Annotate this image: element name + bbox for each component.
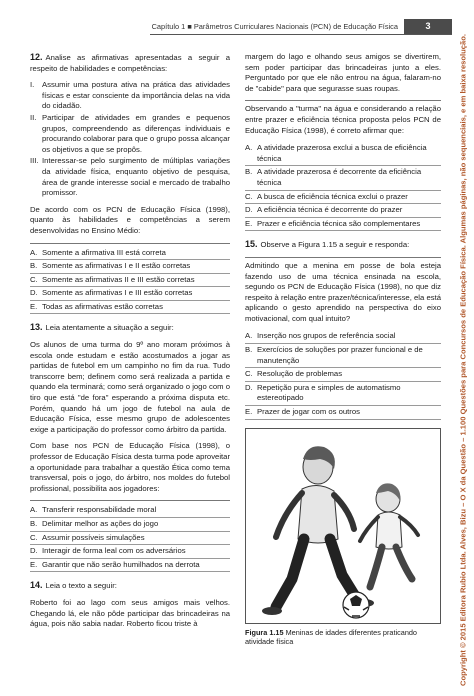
- right-column: [245, 52, 441, 654]
- question-passage: Roberto foi ao lago com seus amigos mais velhos. Chegando lá, ele não pôde participar das brincadeiras na água, pois não sabia nadar. Roberto ficou triste à: [30, 597, 230, 629]
- question-stem: Observe a Figura 1.15 a seguir e responda:: [260, 240, 410, 250]
- answer-options: [30, 243, 230, 315]
- figure-label: Figura 1.15: [245, 627, 284, 637]
- answer-option[interactable]: A. Inserção nos grupos de referência social: [245, 330, 441, 344]
- statement-item: I. Assumir uma postura ativa na prática das atividades físicas e estar consciente da importância delas na vida do cidadão.: [30, 80, 230, 111]
- answer-option[interactable]: E. Garantir que não serão humilhados na derrota: [30, 559, 230, 573]
- question-stem: Analise as afirmativas apresentadas a seguir a respeito de habilidades e competências:: [30, 53, 230, 73]
- chapter-title: Capítulo 1 ■ Parâmetros Curriculares Nacionais (PCN) de Educação Física: [151, 21, 398, 31]
- question-prompt: De acordo com os PCN de Educação Física (1998), quanto às habilidades e competências a serem desenvolvidas no Ensino Médio:: [30, 204, 230, 235]
- question-stem: Leia atentamente a situação a seguir:: [45, 323, 174, 333]
- figure-caption: Figura 1.15 Meninas de idades diferentes praticando atividade física: [245, 627, 417, 647]
- answer-option[interactable]: E. Prazer de jogar com os outros: [245, 406, 441, 420]
- answer-option[interactable]: A. A atividade prazerosa exclui a busca de eficiência técnica: [245, 142, 441, 166]
- question-prompt: Admitindo que a menina em posse de bola esteja fazendo uso de uma técnica ensinada na escola, segundo os PCN de Educação Física (1998), no que diz respeito à relação entre prazer/técnica/interesse, ela está aplicando o gesto aprendido na perspectiva do eixo motivacional, com qual intuito?: [245, 257, 441, 325]
- question-passage-continued: margem do lago e olhando seus amigos se divertirem, sem poder participar das brincadeiras junto a eles. Perguntado por que ele não entrou na água, falaram-no de "cabide" para que segurasse suas roupas.: [245, 52, 441, 93]
- question-14: [30, 580, 230, 629]
- question-passage: Os alunos de uma turma do 9º ano moram próximos à escola onde estudam e estão acostumados a jogar as partidas de futebol em um campinho no fim da rua. Tudo transcorre bem; definem como será realizada a partida e quando ela terminará; como será organizado o jogo com o tiro que está "de fora" esperando a próxima disputa etc. Porém, quando há um jogo de futebol na aula de Educação Física, esse mesmo grupo de adolescentes exige a participação do professor como árbitro da partida.: [30, 340, 230, 434]
- question-15: [245, 239, 441, 646]
- copyright-text: Copyright © 2015 Editora Rubio Ltda. Alves, Bizu – O X da Questão – 1.100 Questões para Concursos de Educação Física. Algumas páginas, não sequenciais, e em baixa resolução.: [458, 34, 468, 686]
- question-prompt: Observando a "turma" na água e considerando a relação entre prazer e eficiência técnica proposta pelos PCN de Educação Física (1998), é correto afirmar que:: [245, 100, 441, 136]
- copyright-sidebar: [456, 34, 470, 686]
- question-12: [30, 52, 230, 314]
- figure-illustration: [245, 428, 441, 624]
- answer-option[interactable]: C. A busca de eficiência técnica exclui o prazer: [245, 191, 441, 205]
- answer-option[interactable]: E. Prazer e eficiência técnica são complementares: [245, 218, 441, 232]
- question-prompt: Com base nos PCN de Educação Física (1998), o professor de Educação Física desta turma pode aproveitar a oportunidade para trabalhar a questão Ética como tema transversal, pois o jogo, do árbitro, nos moldes do futebol profissional, possibilita aos jogadores:: [30, 441, 230, 493]
- answer-option[interactable]: B. Somente as afirmativas I e II estão corretas: [30, 260, 230, 274]
- answer-option[interactable]: E. Todas as afirmativas estão corretas: [30, 301, 230, 315]
- statement-item: II. Participar de atividades em grandes e pequenos grupos, compreendendo as diferenças individuais e procurando colaborar para que o grupo possa alcançar os objetivos a que se propôs.: [30, 112, 230, 154]
- answer-option[interactable]: B. A atividade prazerosa é decorrente da eficiência técnica: [245, 166, 441, 190]
- page-header: [150, 18, 452, 34]
- answer-option[interactable]: B. Delimitar melhor as ações do jogo: [30, 518, 230, 532]
- answer-option[interactable]: D. Repetição pura e simples de automatismo estereotipado: [245, 382, 441, 406]
- left-column: [30, 52, 230, 637]
- answer-option[interactable]: B. Exercícios de soluções por prazer funcional e de manutenção: [245, 344, 441, 368]
- answer-option[interactable]: D. Somente as afirmativas I e III estão corretas: [30, 287, 230, 301]
- statement-item: III. Interessar-se pelo surgimento de múltiplas variações da atividade física, enquanto objetivo de pesquisa, área de grande interesse social e mercado de trabalho promissor.: [30, 156, 230, 198]
- girls-playing-soccer-illustration: [246, 429, 440, 623]
- answer-option[interactable]: C. Resolução de problemas: [245, 368, 441, 382]
- answer-options: [245, 330, 441, 419]
- question-stem: Leia o texto a seguir:: [45, 581, 117, 591]
- answer-option[interactable]: C. Somente as afirmativas II e III estão corretas: [30, 274, 230, 288]
- answer-option[interactable]: D. Interagir de forma leal com os adversários: [30, 545, 230, 559]
- answer-option[interactable]: A. Somente a afirmativa III está correta: [30, 247, 230, 261]
- answer-option[interactable]: D. A eficiência técnica é decorrente do prazer: [245, 204, 441, 218]
- question-number: 12.: [30, 52, 43, 62]
- page-number: 3: [404, 19, 452, 34]
- question-number: 14.: [30, 580, 43, 591]
- question-number: 13.: [30, 322, 43, 333]
- answer-options: [30, 500, 230, 572]
- answer-option[interactable]: A. Transferir responsabilidade moral: [30, 504, 230, 518]
- answer-options: [245, 142, 441, 231]
- answer-option[interactable]: C. Assumir possíveis simulações: [30, 532, 230, 546]
- question-13: [30, 322, 230, 572]
- question-number: 15.: [245, 239, 258, 250]
- header-divider: [150, 34, 452, 35]
